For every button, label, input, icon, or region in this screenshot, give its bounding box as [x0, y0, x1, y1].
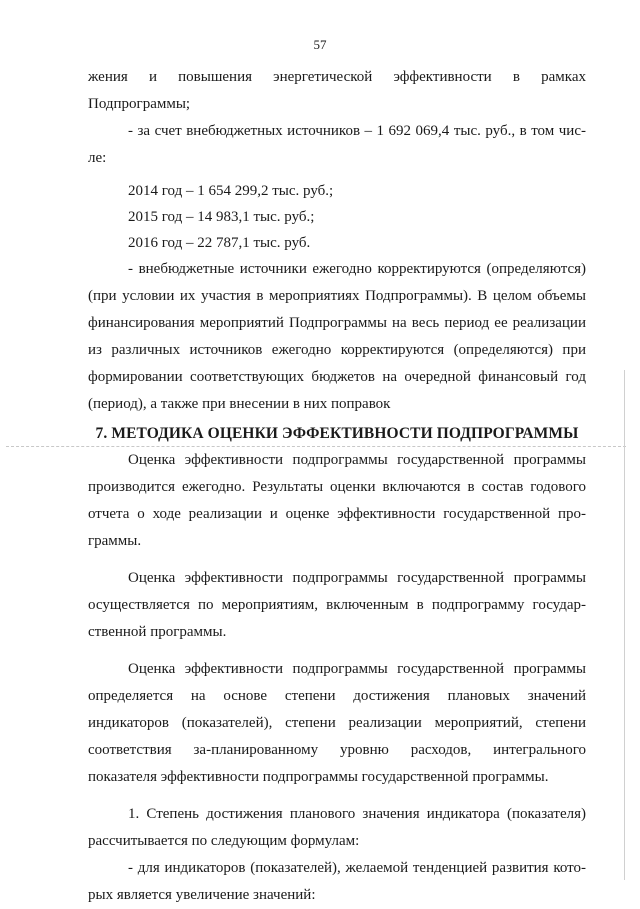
paragraph-extrabudgetary: - за счет внебюджетных источников – 1 692 069,4 тыс. руб., в том чис-ле: [88, 123, 586, 166]
paragraph-assessment-basis: Оценка эффективности подпрограммы государственной программы определяется на основе степени достижения плановых значений индикаторов (показателей), степени реализации мероприятий, степени соответствия за-планированному уровню расходов, интегрального показателя эффективности подпрограммы государственной программы. [88, 661, 586, 785]
document-body [88, 64, 586, 909]
year-2014-amount: 2014 год – 1 654 299,2 тыс. руб.; [128, 183, 334, 199]
scan-artifact-edge [624, 370, 625, 880]
paragraph-increasing-indicators: - для индикаторов (показателей), желаемой тенденцией развития кото-рых является увеличение значений: [88, 860, 586, 903]
paragraph-note: - внебюджетные источники ежегодно корректируются (определяются) (при условии их участия в мероприятиях Подпрограммы). В целом объемы финансирования мероприятий Подпрограммы на весь период ее реализации из различных источников ежегодно корректируются (определяются) при формировании соответствующих бюджетов на очередной финансовый год (период), а также при внесении в них поправок [88, 261, 586, 412]
paragraph-assessment-scope: Оценка эффективности подпрограммы государственной программы осуществляется по мероприятиям, включенным в подпрограмму государ-ственной программы. [88, 570, 586, 640]
paragraph-continuation: жения и повышения энергетической эффективности в рамках Подпрограммы; [88, 69, 586, 112]
paragraph-assessment-frequency: Оценка эффективности подпрограммы государственной программы производится ежегодно. Результаты оценки включаются в состав годового отчета о ходе реализации и оценке эффективности государственной про-граммы. [88, 452, 586, 549]
year-2016-amount: 2016 год – 22 787,1 тыс. руб. [128, 235, 311, 251]
scan-artifact-line [6, 446, 626, 447]
year-2015-amount: 2015 год – 14 983,1 тыс. руб.; [128, 209, 315, 225]
section-heading: 7. МЕТОДИКА ОЦЕНКИ ЭФФЕКТИВНОСТИ ПОДПРОГРАММЫ [95, 425, 579, 442]
paragraph-indicator-degree: 1. Степень достижения планового значения индикатора (показателя) рассчитывается по следующим формулам: [88, 806, 586, 849]
page-number: 57 [313, 37, 327, 52]
